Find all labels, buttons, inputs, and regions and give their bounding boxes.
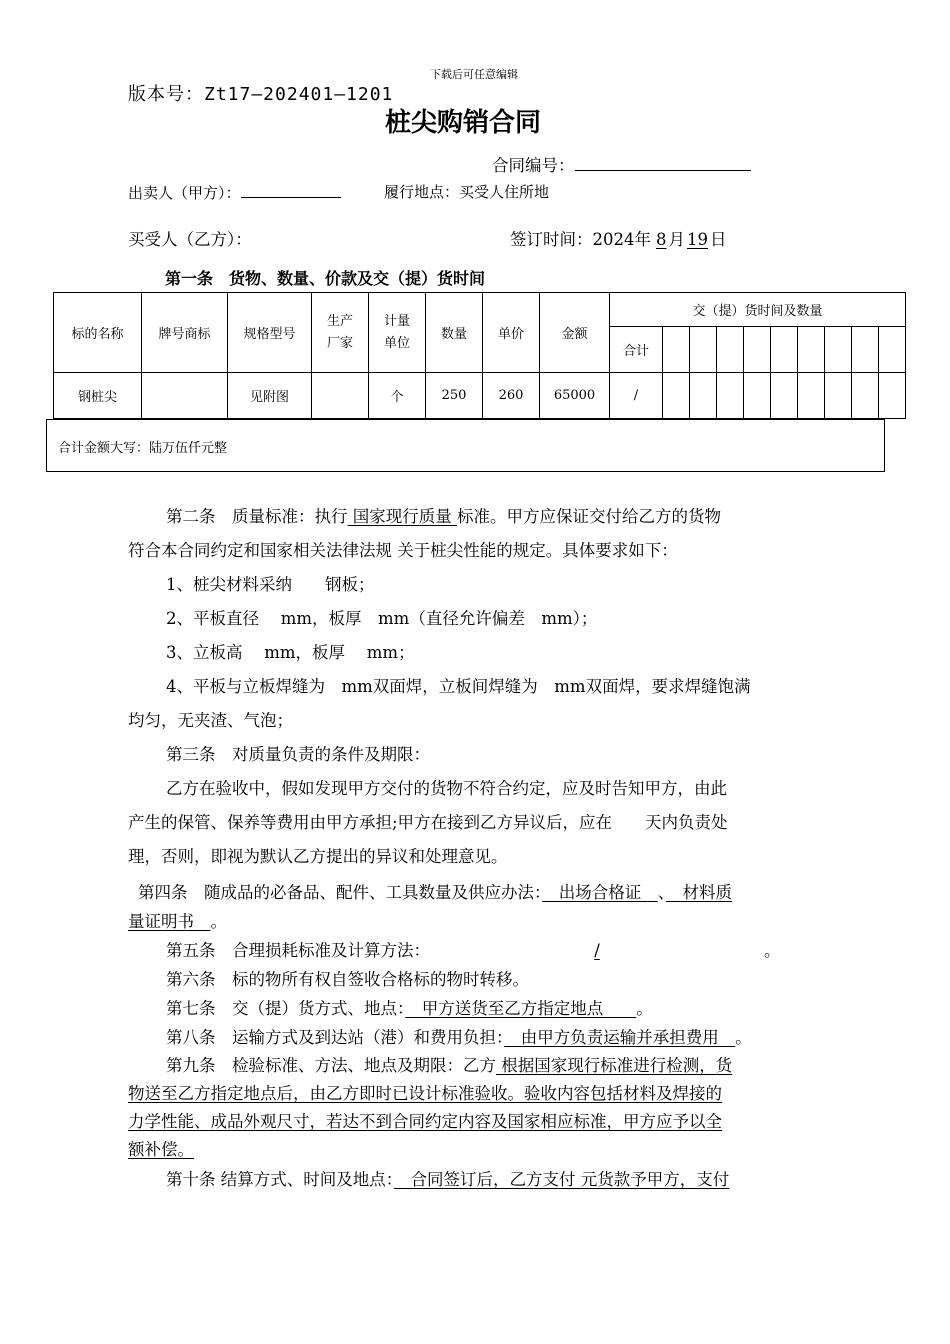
total-amount-text: 合计金额大写：陆万伍仟元整 (58, 441, 228, 456)
article7 (128, 994, 833, 1023)
quality-standard: 国家现行质量 (347, 507, 457, 526)
day-label: 日 (710, 230, 727, 249)
cell-unit-price: 260 (483, 373, 540, 419)
delivery-cell (798, 373, 825, 419)
header-spec: 规格型号 (228, 293, 312, 373)
inspection-text-3: 力学性能、成品外观尺寸，若达不到合同约定内容及国家相应标准，甲方应予以全 (128, 1112, 722, 1131)
article4-end: 。 (210, 912, 227, 931)
inspection-text-1: 根据国家现行标准进行检测，货 (496, 1056, 733, 1075)
delivery-cell (825, 327, 852, 373)
goods-table (53, 292, 906, 419)
seller-field[interactable] (241, 181, 341, 198)
header-amount: 金额 (540, 293, 610, 373)
article2 (128, 500, 833, 874)
article3-line3: 理，否则，即视为默认乙方提出的异议和处理意见。 (128, 847, 508, 866)
delivery-cell (690, 327, 717, 373)
article10-line1 (128, 1166, 833, 1194)
sign-month: 8 (656, 230, 667, 249)
article9-lead: 第九条 检验标准、方法、地点及期限：乙方 (166, 1056, 496, 1075)
article9-line2 (128, 1080, 833, 1108)
seller-line (128, 181, 341, 203)
inspection-text-2: 物送至乙方指定地点后，由乙方即时已设计标准验收。验收内容包括材料及焊接的 (128, 1084, 722, 1103)
article4-line1 (128, 878, 833, 907)
accessory-2-start: 材料质 (666, 883, 732, 902)
cell-manufacturer (312, 373, 369, 419)
requirement-2: 2、平板直径 mm，板厚 mm（直径允许偏差 mm）； (166, 609, 598, 628)
article3-line2: 产生的保管、保养等费用由甲方承担;甲方在接到乙方异议后，应在 天内负责处 (128, 813, 728, 832)
cell-item-name: 钢桩尖 (54, 373, 142, 419)
contract-number-label: 合同编号： (492, 156, 575, 175)
delivery-cell (852, 327, 879, 373)
article2-line2: 符合本合同约定和国家相关法律法规 关于桩尖性能的规定。具体要求如下： (128, 541, 678, 560)
delivery-cell (771, 373, 798, 419)
articles-5-8 (128, 936, 833, 1052)
delivery-cell (825, 373, 852, 419)
header-item-name: 标的名称 (54, 293, 142, 373)
article1-title: 第一条 货物、数量、价款及交（提）货时间 (165, 269, 486, 288)
article10 (128, 1166, 833, 1194)
performance-place: 履行地点：买受人住所地 (384, 183, 550, 201)
article4-sep: 、 (657, 883, 666, 902)
delivery-cell (663, 327, 690, 373)
article4-lead: 第四条 随成品的必备品、配件、工具数量及供应办法： (138, 883, 543, 902)
article7-end: 。 (636, 999, 653, 1018)
delivery-cell (852, 373, 879, 419)
total-amount-box (46, 419, 885, 472)
contract-number-field[interactable] (575, 154, 751, 171)
article8-end: 。 (735, 1028, 752, 1047)
requirement-4-line2: 均匀，无夹渣、气泡； (128, 711, 293, 730)
article3-title: 第三条 对质量负责的条件及期限： (166, 745, 430, 764)
delivery-method: 甲方送货至乙方指定地点 (405, 999, 637, 1018)
cell-total: / (610, 373, 663, 419)
delivery-cell (663, 373, 690, 419)
cell-brand (142, 373, 228, 419)
cell-quantity: 250 (426, 373, 483, 419)
delivery-cell (717, 327, 744, 373)
header-manufacturer-text: 生产厂家 (326, 313, 353, 351)
article3-line1: 乙方在验收中，假如发现甲方交付的货物不符合约定，应及时告知甲方，由此 (166, 779, 727, 798)
sign-day: 19 (687, 230, 708, 249)
page-title: 桩尖购销合同 (385, 108, 542, 138)
header-unit (369, 293, 426, 373)
article9-line3 (128, 1108, 833, 1136)
month-label: 月 (668, 230, 685, 249)
header-unit-text: 计量单位 (383, 313, 410, 351)
header-quantity: 数量 (426, 293, 483, 373)
delivery-cell (771, 327, 798, 373)
version-number: 版本号：Zt17—202401—1201 (128, 84, 394, 105)
transport-method: 由甲方负责运输并承担费用 (504, 1028, 736, 1047)
contract-number (492, 152, 751, 176)
article2-tail: 标准。甲方应保证交付给乙方的货物 (457, 507, 721, 526)
accessory-1: 出场合格证 (542, 883, 658, 902)
article10-lead: 第十条 结算方式、时间及地点： (166, 1170, 394, 1189)
header-total: 合计 (610, 327, 663, 373)
article5-end: 。 (764, 941, 781, 960)
article9-line1 (128, 1052, 833, 1080)
delivery-cell (717, 373, 744, 419)
cell-spec: 见附图 (228, 373, 312, 419)
header-delivery: 交（提）货时间及数量 (610, 293, 906, 327)
delivery-cell (879, 327, 906, 373)
inspection-text-4: 额补偿。 (128, 1140, 194, 1159)
accessory-2-end: 量证明书 (128, 912, 211, 931)
requirement-3: 3、立板高 mm，板厚 mm； (166, 643, 415, 662)
requirement-1: 1、桩尖材料采纳 钢板； (166, 575, 375, 594)
delivery-cell (744, 373, 771, 419)
delivery-cell (690, 373, 717, 419)
article5 (128, 936, 833, 965)
requirement-4-line1: 4、平板与立板焊缝为 mm双面焊，立板间焊缝为 mm双面焊，要求焊缝饱满 (166, 677, 751, 696)
sign-date (510, 226, 727, 250)
header-unit-price: 单价 (483, 293, 540, 373)
article4 (128, 878, 833, 936)
delivery-cell (879, 373, 906, 419)
sign-date-label: 签订时间：2024年 (510, 230, 651, 249)
article9-line4 (128, 1136, 833, 1164)
article4-line2 (128, 907, 833, 936)
article5-lead: 第五条 合理损耗标准及计算方法： (166, 941, 430, 960)
delivery-cell (798, 327, 825, 373)
cell-amount: 65000 (540, 373, 610, 419)
header-note: 下载后可任意编辑 (430, 68, 518, 81)
article8-lead: 第八条 运输方式及到达站（港）和费用负担： (166, 1028, 505, 1047)
loss-standard: / (594, 941, 600, 960)
article2-lead: 第二条 质量标准：执行 (166, 507, 348, 526)
article2-line1 (128, 500, 833, 534)
article7-lead: 第七条 交（提）货方式、地点： (166, 999, 406, 1018)
buyer-label: 买受人（乙方）： (128, 230, 252, 249)
header-manufacturer (312, 293, 369, 373)
seller-label: 出卖人（甲方）： (128, 184, 241, 202)
cell-unit: 个 (369, 373, 426, 419)
header-brand: 牌号商标 (142, 293, 228, 373)
article6: 第六条 标的物所有权自签收合格标的物时转移。 (166, 970, 529, 989)
article8 (128, 1023, 833, 1052)
article9 (128, 1052, 833, 1164)
settlement-text: 合同签订后，乙方支付 元货款予甲方，支付 (394, 1170, 730, 1189)
delivery-cell (744, 327, 771, 373)
